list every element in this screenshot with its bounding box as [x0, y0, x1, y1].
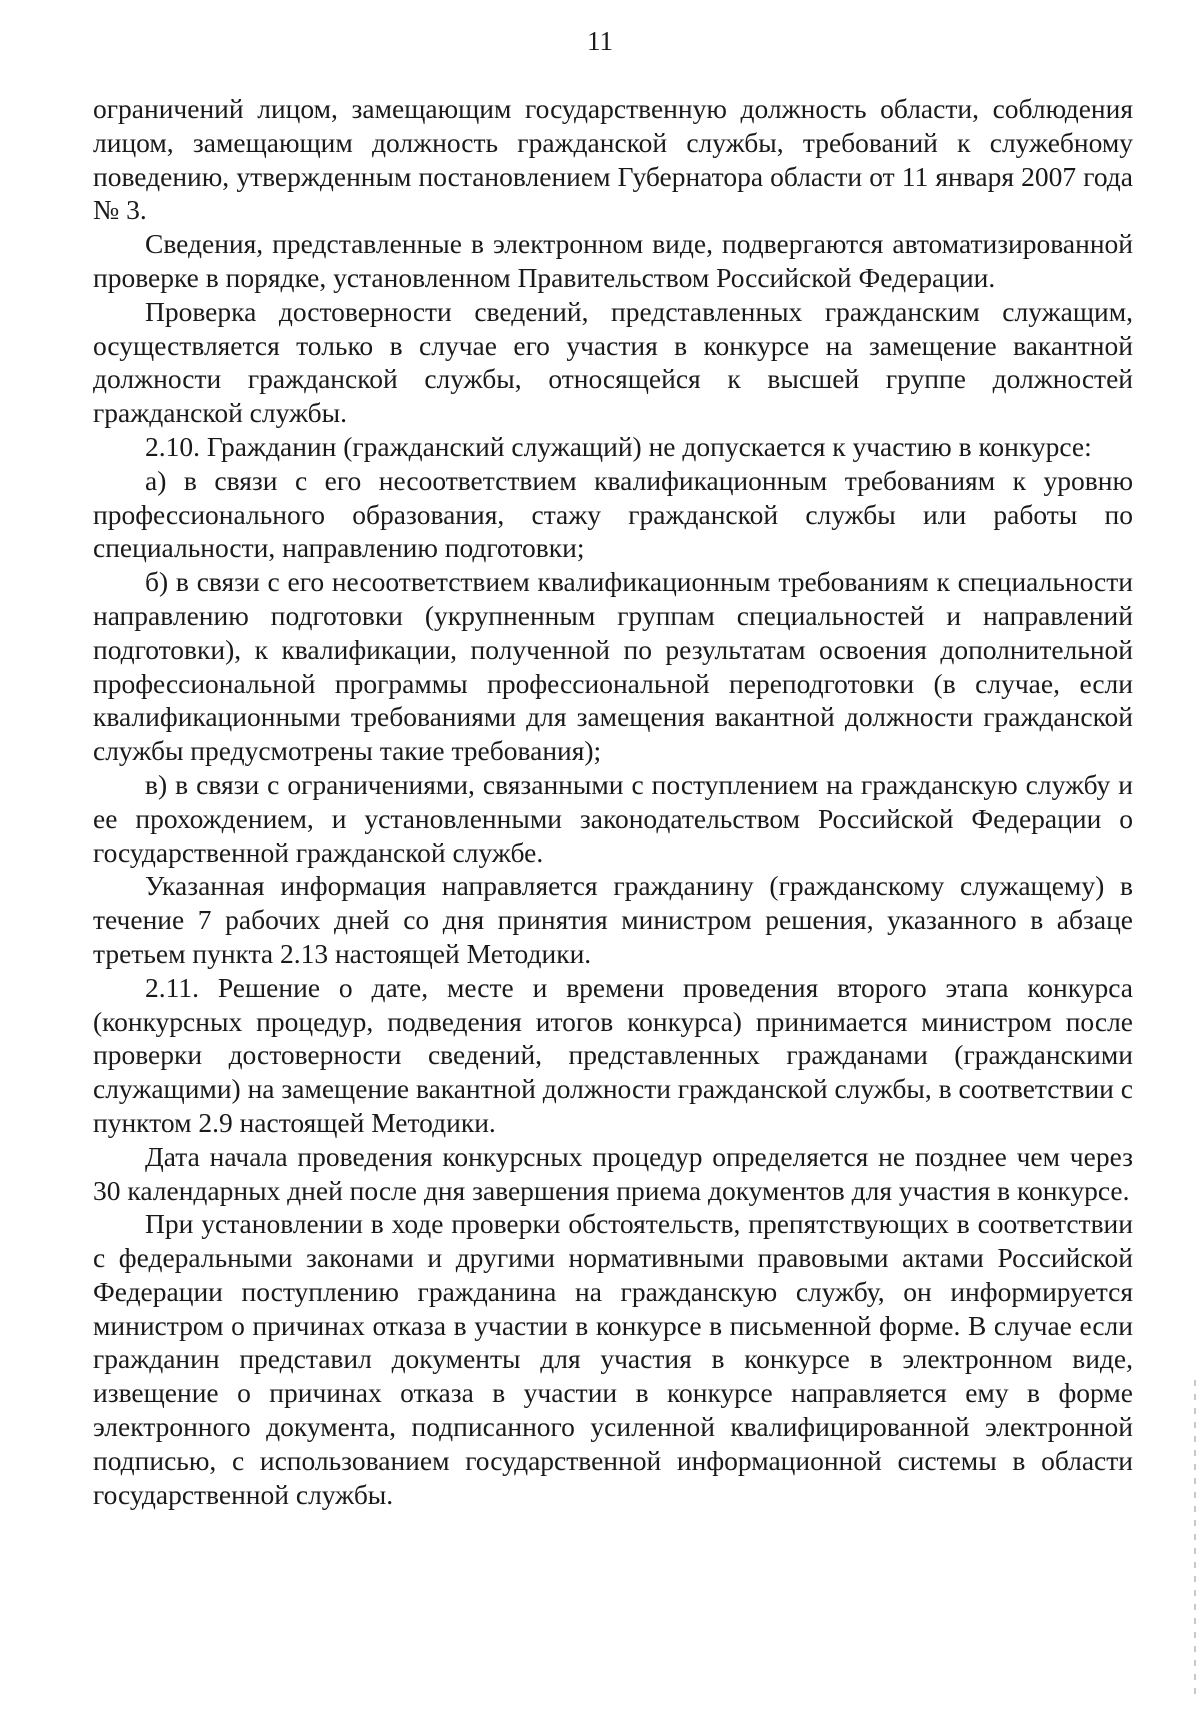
paragraph: 2.11. Решение о дате, месте и времени проведения второго этапа конкурса (конкурсных процедур, подведения итогов конкурса) принимается министром после проверки достоверности сведений, представленных гражданами (гражданскими служащими) на замещение вакантной должности гражданской службы, в соответствии с пунктом 2.9 настоящей Методики. — [93, 971, 1133, 1138]
document-body — [93, 92, 1133, 1511]
paragraph: При установлении в ходе проверки обстоятельств, препятствующих в соответствии с федеральными законами и другими нормативными правовыми актами Российской Федерации поступлению гражданина на гражданскую службу, он информируется министром о причинах отказа в участии в конкурсе в письменной форме. В случае если гражданин представил документы для участия в конкурсе в электронном виде, извещение о причинах отказа в участии в конкурсе направляется ему в форме электронного документа, подписанного усиленной квалифицированной электронной подписью, с использованием государственной информационной системы в области государственной службы. — [93, 1208, 1133, 1510]
paragraph: Указанная информация направляется гражданину (гражданскому служащему) в течение 7 рабочих дней со дня принятия министром решения, указанного в абзаце третьем пункта 2.13 настоящей Методики. — [93, 870, 1133, 969]
paragraph: 2.10. Гражданин (гражданский служащий) не допускается к участию в конкурсе: — [145, 430, 1092, 462]
paragraph: Проверка достоверности сведений, представленных гражданским служащим, осуществляется только в случае его участия в конкурсе на замещение вакантной должности гражданской службы, относящейся к высшей группе должностей гражданской службы. — [93, 295, 1133, 429]
paragraph: Сведения, представленные в электронном виде, подвергаются автоматизированной проверке в порядке, установленном Правительством Российской Федерации. — [93, 228, 1133, 293]
paragraph: ограничений лицом, замещающим государственную должность области, соблюдения лицом, замещающим должность гражданской службы, требований к служебному поведению, утвержденным постановлением Губернатора области от 11 января 2007 года № 3. — [93, 93, 1133, 226]
paragraph: б) в связи с его несоответствием квалификационным требованиям к специальности направлению подготовки (укрупненным группам специальностей и направлений подготовки), к квалификации, полученной по результатам освоения дополнительной профессиональной программы профессиональной переподготовки (в случае, если квалификационными требованиями для замещения вакантной должности гражданской службы предусмотрены такие требования); — [93, 566, 1133, 767]
paragraph: а) в связи с его несоответствием квалификационным требованиям к уровню профессионального образования, стажу гражданской службы или работы по специальности, направлению подготовки; — [93, 464, 1133, 564]
paragraph: Дата начала проведения конкурсных процедур определяется не позднее чем через 30 календарных дней после дня завершения приема документов для участия в конкурсе. — [93, 1140, 1133, 1206]
page-number: 11 — [587, 26, 613, 56]
scan-edge-mark — [1194, 1380, 1196, 1700]
paragraph: в) в связи с ограничениями, связанными с поступлением на гражданскую службу и ее прохождением, и установленными законодательством Российской Федерации о государственной гражданской службе. — [93, 768, 1133, 868]
